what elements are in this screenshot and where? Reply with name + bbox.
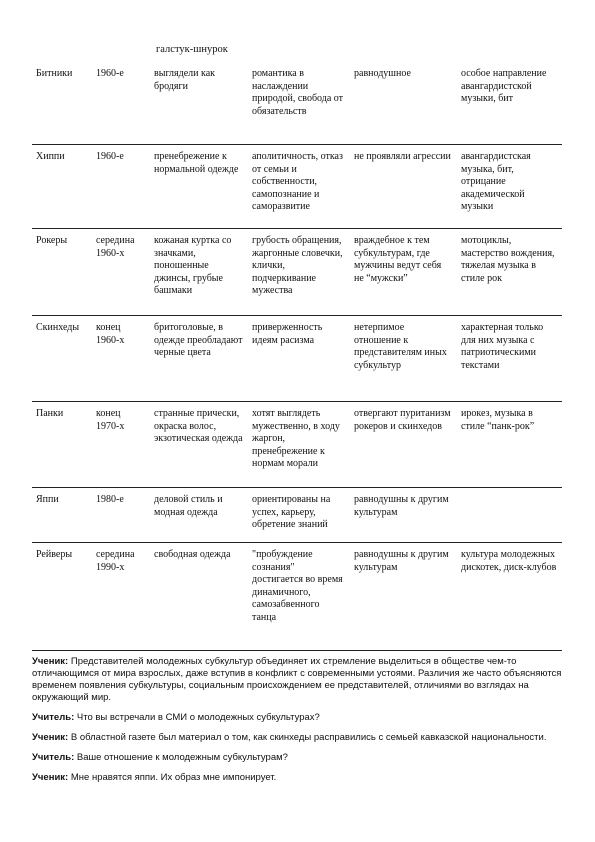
subculture-appearance: бритоголовые, в одежде преобладают черные цвета xyxy=(150,316,248,402)
table-row xyxy=(32,543,562,651)
subculture-period: середина 1960-х xyxy=(92,229,150,316)
subculture-interests: авангардистская музыка, бит, отрицание академической музыки xyxy=(457,145,562,229)
subculture-name: Хиппи xyxy=(32,145,92,229)
dialogue-text: Мне нравятся яппи. Их образ мне импонирует. xyxy=(70,772,277,783)
dialogue-line xyxy=(32,752,562,764)
subculture-period: середина 1990-х xyxy=(92,543,150,651)
subculture-interests: мотоциклы, мастерство вождения, тяжелая музыка в стиле рок xyxy=(457,229,562,316)
dialogue-line xyxy=(32,712,562,724)
subculture-appearance: странные прически, окраска волос, экзотическая одежда xyxy=(150,402,248,488)
dialogue-text: В областной газете был материал о том, как скинхеды расправились с семьей кавказской национальности. xyxy=(70,732,547,743)
subculture-appearance: выглядели как бродяги xyxy=(150,62,248,145)
subculture-attitude: нетерпимое отношение к представителям иных субкультур xyxy=(350,316,457,402)
subculture-attitude: равнодушное xyxy=(350,62,457,145)
subculture-interests xyxy=(457,488,562,543)
dialogue-line xyxy=(32,732,562,744)
dialogue-line xyxy=(32,656,562,704)
subculture-name: Битники xyxy=(32,62,92,145)
table-row xyxy=(32,488,562,543)
table-row xyxy=(32,145,562,229)
subculture-values: приверженность идеям расизма xyxy=(248,316,350,402)
speaker-label: Учитель: xyxy=(32,712,75,723)
speaker-label: Ученик: xyxy=(32,772,69,783)
subculture-period: конец 1960-х xyxy=(92,316,150,402)
subculture-values: "пробуждение сознания" достигается во время динамичного, самозабвенного танца xyxy=(248,543,350,651)
subculture-interests: ирокез, музыка в стиле “панк-рок” xyxy=(457,402,562,488)
subculture-values: грубость обращения, жаргонные словечки, клички, подчеркивание мужества xyxy=(248,229,350,316)
subculture-values: хотят выглядеть мужественно, в ходу жаргон, пренебрежение к нормам морали xyxy=(248,402,350,488)
subculture-attitude: отвергают пуританизм рокеров и скинхедов xyxy=(350,402,457,488)
speaker-label: Ученик: xyxy=(32,732,69,743)
dialogue-section xyxy=(32,656,562,792)
subculture-interests: характерная только для них музыка с патриотическими текстами xyxy=(457,316,562,402)
dialogue-text: Ваше отношение к молодежным субкультурам? xyxy=(76,752,288,763)
subcultures-table xyxy=(32,62,562,651)
speaker-label: Учитель: xyxy=(32,752,75,763)
subculture-name: Скинхеды xyxy=(32,316,92,402)
dialogue-text: Что вы встречали в СМИ о молодежных субкультурах? xyxy=(76,712,320,723)
subculture-name: Панки xyxy=(32,402,92,488)
subculture-name: Яппи xyxy=(32,488,92,543)
subculture-appearance: кожаная куртка со значками, поношенные джинсы, грубые башмаки xyxy=(150,229,248,316)
subculture-attitude: равнодушны к другим культурам xyxy=(350,543,457,651)
subculture-values: аполитичность, отказ от семьи и собственности, самопознание и саморазвитие xyxy=(248,145,350,229)
table-row xyxy=(32,229,562,316)
dialogue-text: Представителей молодежных субкультур объединяет их стремление выделиться в обществе чем-то отличающимся от мира взрослых, даже вступив в конфликт с современными устоями. Различия же часто объясняются временем появления субкультуры, социальным происхождением ее представителей, отличиями во взглядах на окружающий мир. xyxy=(32,656,562,703)
subculture-period: 1960-е xyxy=(92,62,150,145)
subculture-attitude: равнодушны к другим культурам xyxy=(350,488,457,543)
subculture-name: Рокеры xyxy=(32,229,92,316)
subculture-appearance: пренебрежение к нормальной одежде xyxy=(150,145,248,229)
table-continuation-text: галстук-шнурок xyxy=(156,44,228,55)
table-row xyxy=(32,316,562,402)
subculture-period: 1960-е xyxy=(92,145,150,229)
table-row xyxy=(32,402,562,488)
subculture-values: романтика в наслаждении природой, свобода от обязательств xyxy=(248,62,350,145)
dialogue-line xyxy=(32,772,562,784)
subculture-interests: особое направление авангардистской музыки, бит xyxy=(457,62,562,145)
subculture-appearance: деловой стиль и модная одежда xyxy=(150,488,248,543)
speaker-label: Ученик: xyxy=(32,656,69,667)
subculture-attitude: не проявляли агрессии xyxy=(350,145,457,229)
subculture-period: конец 1970-х xyxy=(92,402,150,488)
subculture-name: Рейверы xyxy=(32,543,92,651)
subculture-attitude: враждебное к тем субкультурам, где мужчины ведут себя не “мужски” xyxy=(350,229,457,316)
subculture-interests: культура молодежных дискотек, диск-клубов xyxy=(457,543,562,651)
subculture-values: ориентированы на успех, карьеру, обретение знаний xyxy=(248,488,350,543)
subculture-period: 1980-е xyxy=(92,488,150,543)
subculture-appearance: свободная одежда xyxy=(150,543,248,651)
table-row xyxy=(32,62,562,145)
